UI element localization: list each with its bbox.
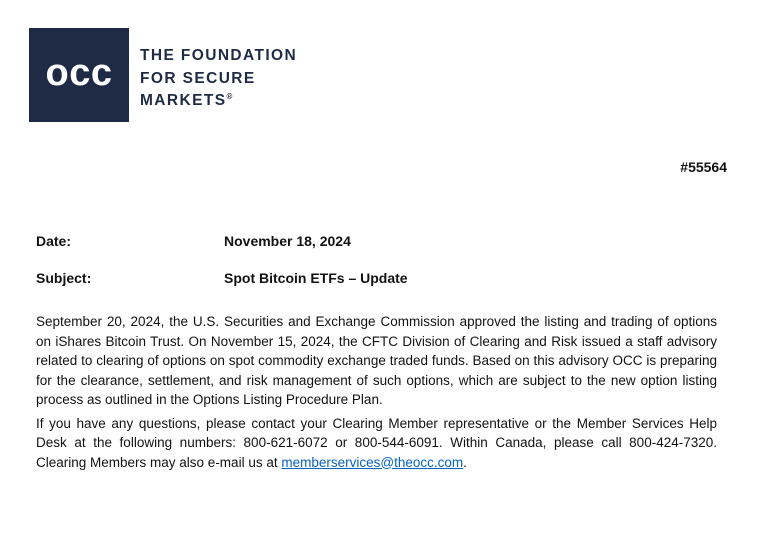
paragraph-advisory: September 20, 2024, the U.S. Securities and Exchange Commission approved the listing and trading of options on iShares Bitcoin Trust. On November 15, 2024, the CFTC Division of Clearing and Risk issued a staff advisory related to clearing of options on spot commodity exchange traded funds. Based on this advisory OCC is preparing for the clearance, settlement, and risk management of such options, which are subject to the new option listing process as outlined in the Options Listing Procedure Plan. [36,314,717,407]
occ-logo [29,28,129,122]
occ-logo-acronym: occ [45,52,113,94]
contact-text-before-link: If you have any questions, please contact your Clearing Member representative or the Member Services Help Desk at the following numbers: 800-621-6072 or 800-544-6091. Within Canada, please call 800-424-7320. Clearing Members may also e-mail us at [36,415,717,470]
date-label: Date: [36,233,72,249]
logo-tagline-line-3-text: MARKETS [140,92,227,109]
subject-value: Spot Bitcoin ETFs – Update [224,270,408,286]
memo-body [36,312,717,472]
logo-tagline-line-3 [140,90,297,113]
paragraph-contact [36,414,717,473]
logo-tagline-line-2: FOR SECURE [140,69,256,87]
logo-tagline [140,45,297,113]
logo-tagline-line-1: THE FOUNDATION [140,47,298,64]
contact-text-after-link: . [463,454,467,470]
memo-number: #55564 [680,159,727,175]
member-services-email-link[interactable]: memberservices@theocc.com [281,454,464,470]
date-value: November 18, 2024 [224,233,351,249]
subject-label: Subject: [36,270,92,286]
registered-trademark-symbol: ® [226,91,233,101]
